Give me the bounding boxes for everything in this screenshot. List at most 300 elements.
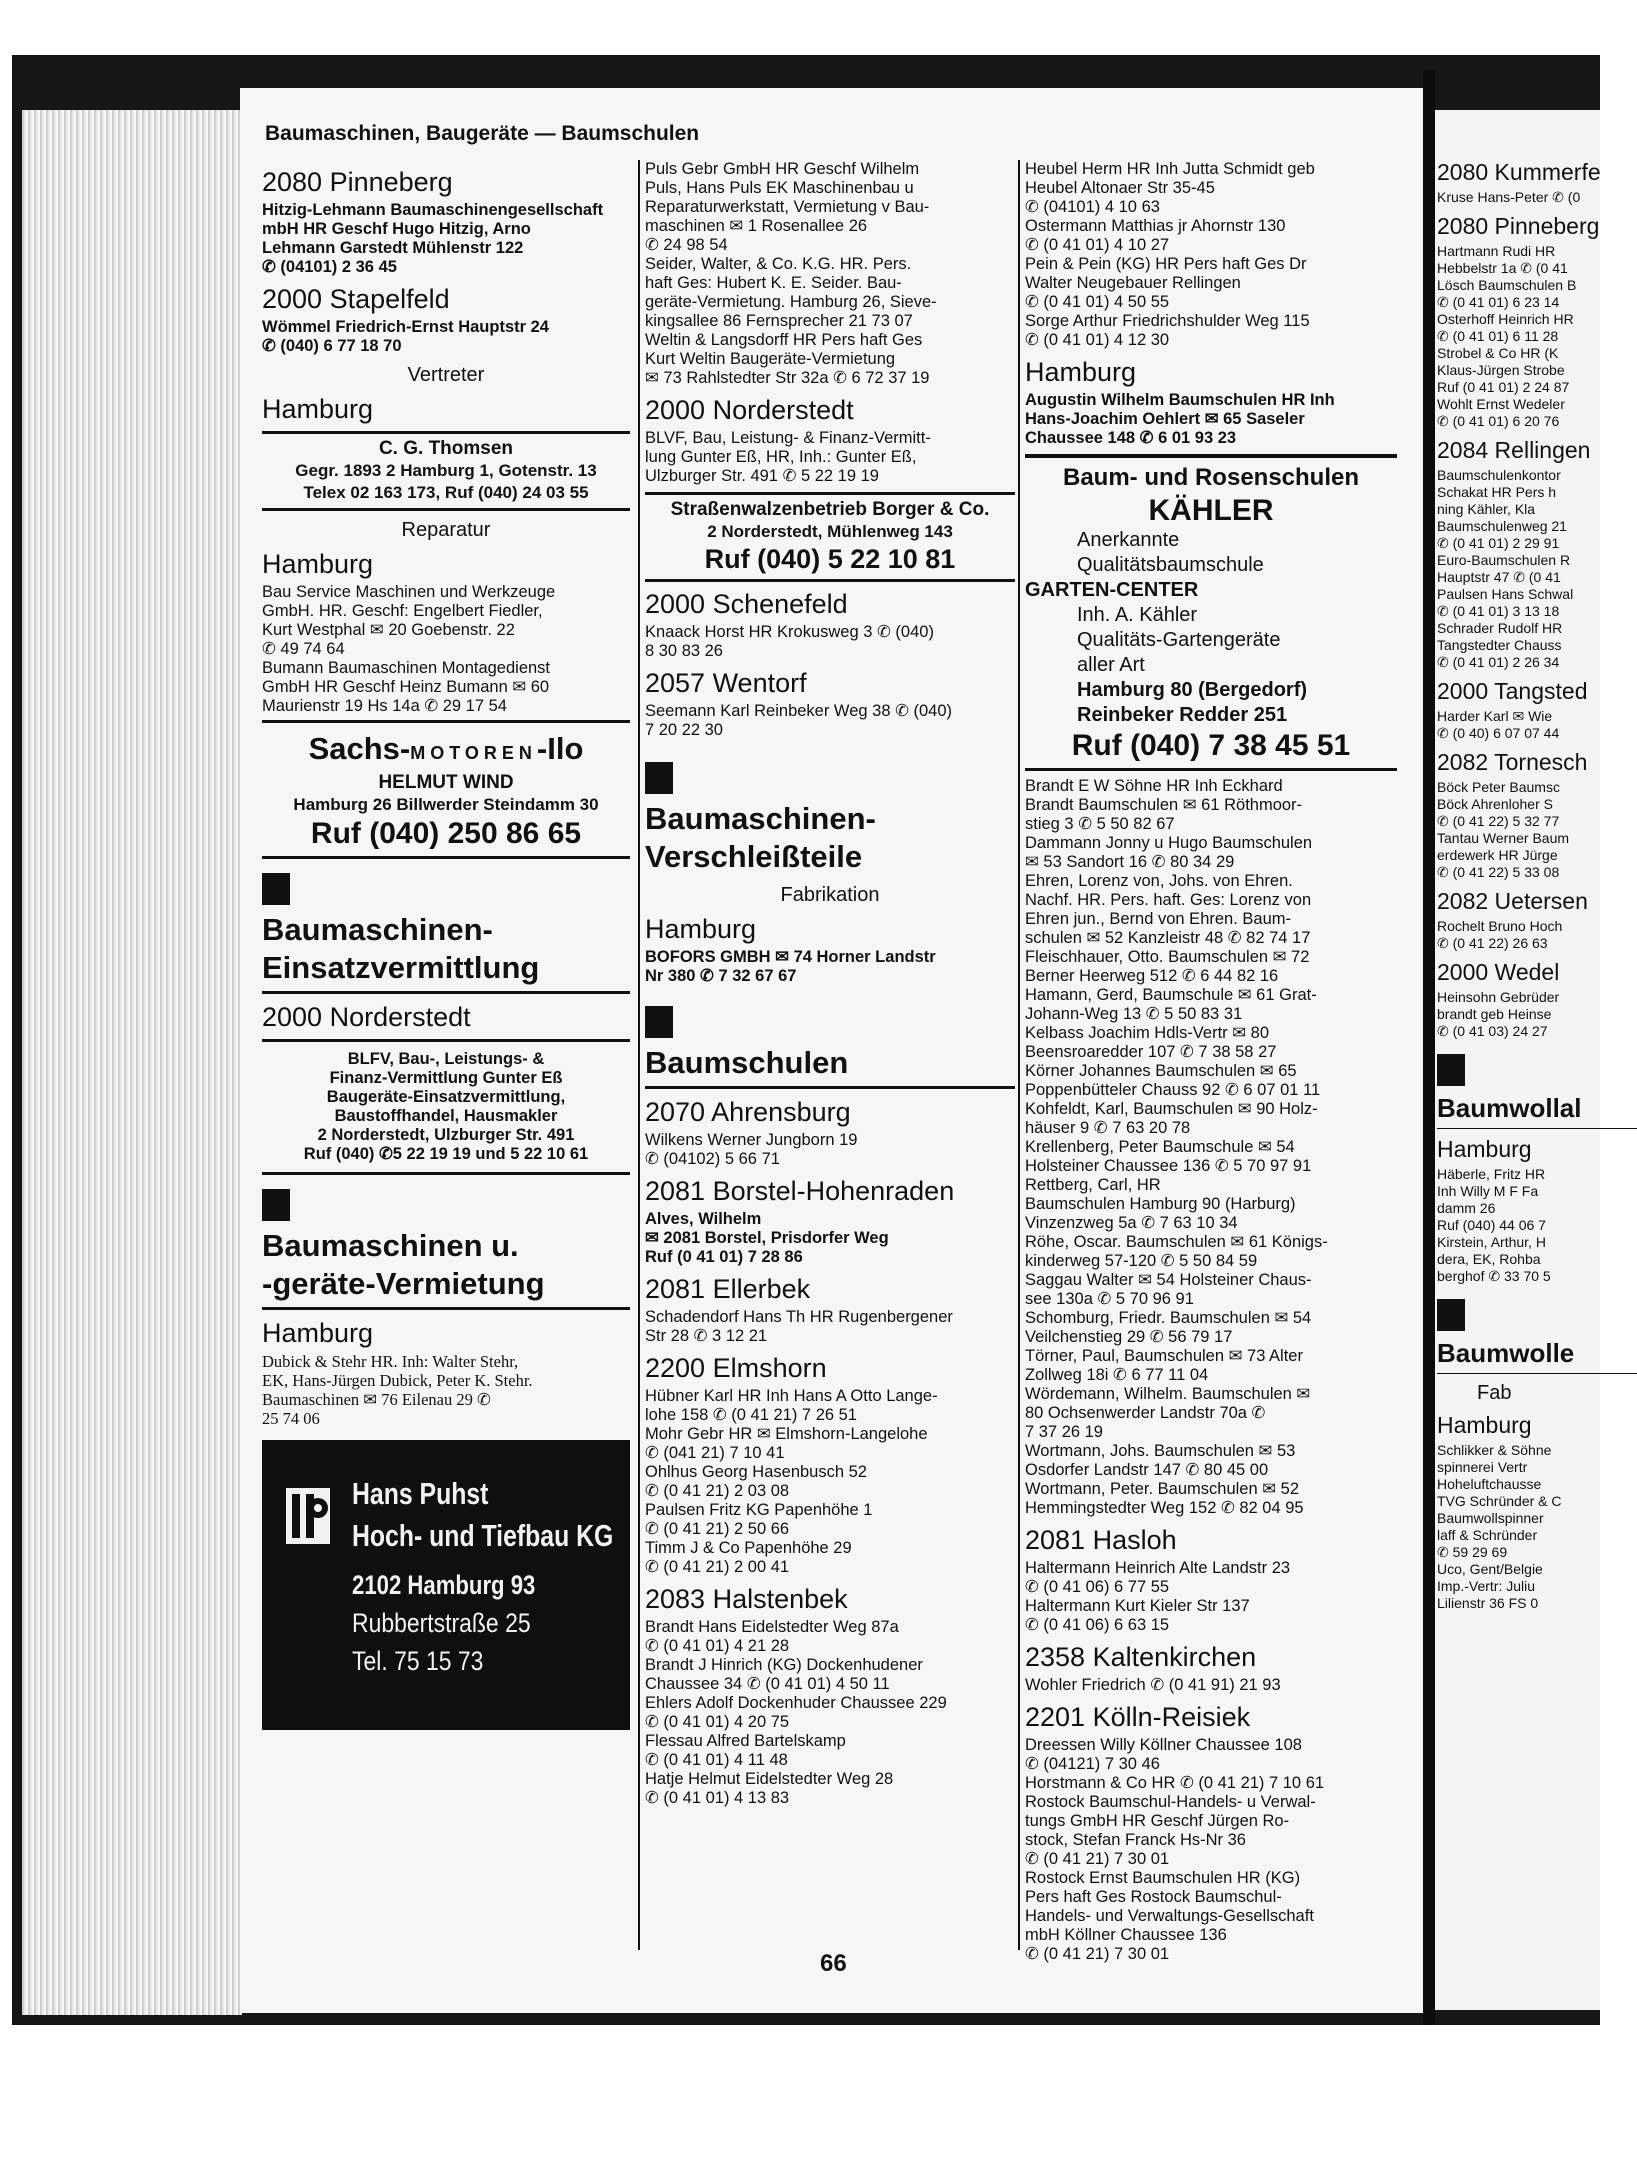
entry-line: Pers haft Ges Rostock Baumschul- [1025, 1888, 1282, 1906]
subsection-heading: Vertreter [407, 364, 485, 386]
entry-line: Augustin Wilhelm Baumschulen HR Inh [1025, 391, 1335, 409]
place-heading: 2000 Norderstedt [262, 1002, 471, 1032]
divider [645, 1086, 1015, 1089]
place-heading: 2358 Kaltenkirchen [1025, 1642, 1257, 1672]
place-heading: Hamburg [645, 914, 757, 944]
category-marker [1437, 1299, 1465, 1331]
entry-line: Ruf (0 41 01) 7 28 86 [645, 1248, 803, 1266]
entry [1437, 243, 1637, 430]
entry-line: Dreessen Willy Köllner Chaussee 108 [1025, 1736, 1302, 1754]
entry-line: ning Kähler, Kla [1437, 501, 1536, 517]
entry-line: laff & Schründer [1437, 1527, 1538, 1543]
entry-line: ✉ 73 Rahlstedter Str 32a ✆ 6 72 37 19 [645, 369, 930, 387]
ad-address: Hamburg 26 Billwerder Steindamm 30 [293, 795, 599, 814]
entry-line: Reparaturwerkstatt, Vermietung v Bau- [645, 198, 930, 216]
entry-line: Hartmann Rudi HR [1437, 243, 1556, 259]
entry-line: Puls Gebr GmbH HR Geschf Wilhelm [645, 160, 920, 178]
entry-line: schulen ✉ 52 Kanzleistr 48 ✆ 82 74 17 [1025, 929, 1311, 947]
entry-line: BLVF, Bau, Leistung- & Finanz-Vermitt- [645, 429, 931, 447]
entry-line: Körner Johannes Baumschulen ✉ 65 [1025, 1062, 1297, 1080]
entry-line: Schadendorf Hans Th HR Rugenbergener [645, 1308, 953, 1326]
entry-line: ✆ (04101) 2 36 45 [262, 258, 397, 276]
place-heading: 2083 Halstenbek [645, 1584, 848, 1614]
entry-line: Schrader Rudolf HR [1437, 620, 1563, 636]
entry-line: Hans-Joachim Oehlert ✉ 65 Saseler [1025, 410, 1305, 428]
entry-line: Brandt E W Söhne HR Inh Eckhard [1025, 777, 1283, 795]
entry-line: Ruf (040) ✆5 22 19 19 und 5 22 10 61 [303, 1145, 589, 1163]
entry-line: Paulsen Fritz KG Papenhöhe 1 [645, 1501, 873, 1519]
entry-line: Lösch Baumschulen B [1437, 277, 1577, 293]
entry-line: maschinen ✉ 1 Rosenallee 26 [645, 217, 868, 235]
entry-line: Bumann Baumaschinen Montagedienst [262, 659, 551, 677]
entry [1437, 779, 1637, 881]
entry-line: Baugeräte-Einsatzvermittlung, [326, 1088, 566, 1106]
kahler-line: aller Art [1077, 654, 1145, 676]
entry [645, 1210, 1015, 1267]
puhst-street: Rubbertstraße 25 [352, 1608, 531, 1638]
place-heading: 2000 Schenefeld [645, 589, 848, 619]
entry-line: Hatje Helmut Eidelstedter Weg 28 [645, 1770, 894, 1788]
category-line: Verschleißteile [645, 839, 863, 874]
category-heading [645, 800, 1015, 876]
place-heading: 2000 Stapelfeld [262, 284, 450, 314]
entry-line: ✆ (04121) 7 30 46 [1025, 1755, 1160, 1773]
place-heading: 2000 Norderstedt [645, 395, 854, 425]
ad-line: Gegr. 1893 2 Hamburg 1, Gotenstr. 13 [295, 461, 597, 480]
entry-line: Ruf (040) 44 06 7 [1437, 1217, 1546, 1233]
entry-line: Walter Neugebauer Rellingen [1025, 274, 1241, 292]
entry-line: Tantau Werner Baum [1437, 830, 1570, 846]
puhst-logo-icon [286, 1488, 330, 1544]
entry-line: Ulzburger Str. 491 ✆ 5 22 19 19 [645, 467, 879, 485]
entry-line: mbH Köllner Chaussee 136 [1025, 1926, 1227, 1944]
place-heading: 2080 Pinneberg [1437, 213, 1600, 239]
entry-line: Brandt Hans Eidelstedter Weg 87a [645, 1618, 899, 1636]
entry-line: 80 Ochsenwerder Landstr 70a ✆ [1025, 1404, 1266, 1422]
place-heading: 2080 Kummerfe [1437, 159, 1601, 185]
entry-line: Knaack Horst HR Krokusweg 3 ✆ (040) [645, 623, 934, 641]
divider [262, 1307, 630, 1310]
divider [262, 991, 630, 994]
entry-line: ✆ (0 41 01) 4 10 27 [1025, 236, 1170, 254]
entry-line: Häberle, Fritz HR [1437, 1166, 1546, 1182]
entry-line: ✆ (0 41 06) 6 63 15 [1025, 1616, 1170, 1634]
place-heading: Hamburg [1025, 357, 1137, 387]
sachs-part: Sachs- [308, 731, 411, 766]
entry-line: ✆ (04102) 5 66 71 [645, 1150, 780, 1168]
entry-line: tungs GmbH HR Geschf Jürgen Ro- [1025, 1812, 1290, 1830]
entry-line: Bau Service Maschinen und Werkzeuge [262, 583, 556, 601]
place-heading: 2200 Elmshorn [645, 1353, 827, 1383]
column-2 [645, 160, 1015, 1940]
entry-line: ✆ (0 41 01) 4 11 48 [645, 1751, 788, 1769]
category-marker [262, 1189, 290, 1221]
entry-line: Baumwollspinner [1437, 1510, 1544, 1526]
entry-line: Klaus-Jürgen Strobe [1437, 362, 1565, 378]
facing-page-column [1437, 152, 1637, 1952]
kahler-line: Qualitäts-Gartengeräte [1077, 629, 1281, 651]
ad-line [262, 1050, 630, 1164]
entry-line: Baumaschinen ✉ 76 Eilenau 29 ✆ [262, 1390, 491, 1409]
entry-line: Krellenberg, Peter Baumschule ✉ 54 [1025, 1138, 1295, 1156]
entry-line: Baumschulen Hamburg 90 (Harburg) [1025, 1195, 1296, 1213]
place-heading: 2081 Ellerbek [645, 1274, 811, 1304]
entry-line: ✆ (0 41 22) 5 33 08 [1437, 864, 1560, 880]
entry-line: Röhe, Oscar. Baumschulen ✉ 61 Königs- [1025, 1233, 1328, 1251]
category-line: Baumaschinen- [262, 912, 493, 947]
entry-line: Paulsen Hans Schwal [1437, 586, 1574, 602]
entry-line: Rostock Ernst Baumschulen HR (KG) [1025, 1869, 1301, 1887]
kahler-address: Reinbeker Redder 251 [1077, 704, 1288, 726]
entry-line: lung Gunter Eß, HR, Inh.: Gunter Eß, [645, 448, 917, 466]
ad-phone: Ruf (040) 5 22 10 81 [704, 544, 956, 574]
entry [1025, 777, 1397, 1518]
entry-line: Wohler Friedrich ✆ (0 41 91) 21 93 [1025, 1676, 1281, 1694]
place-heading: 2082 Tornesch [1437, 749, 1588, 775]
entry-line: ✆ (04101) 4 10 63 [1025, 198, 1160, 216]
sachs-logo-text [262, 730, 630, 772]
entry [1025, 1736, 1397, 1964]
entry-line: Holsteiner Chaussee 136 ✆ 5 70 97 91 [1025, 1157, 1312, 1175]
entry-line: Mohr Gebr HR ✉ Elmshorn-Langelohe [645, 1425, 928, 1443]
borger-ad [645, 492, 1015, 582]
entry-line: Weltin & Langsdorff HR Pers haft Ges [645, 331, 923, 349]
entry-line: ✆ (0 41 22) 5 32 77 [1437, 813, 1560, 829]
entry [645, 429, 1015, 486]
subsection-heading: Fabrikation [780, 884, 880, 906]
entry-line: Hamann, Gerd, Baumschule ✉ 61 Grat- [1025, 986, 1317, 1004]
entry-line: Heinsohn Gebrüder [1437, 989, 1560, 1005]
entry-line: Uco, Gent/Belgie [1437, 1561, 1543, 1577]
entry [645, 948, 1015, 986]
entry-line: Dammann Jonny u Hugo Baumschulen [1025, 834, 1313, 852]
running-title: Baumaschinen, Baugeräte — Baumschulen [265, 122, 700, 145]
place-heading: 2082 Uetersen [1437, 888, 1588, 914]
entry-line: ✆ (0 41 01) 4 20 75 [645, 1713, 790, 1731]
puhst-phone: Tel. 75 15 73 [352, 1646, 484, 1676]
place-heading: 2081 Hasloh [1025, 1525, 1177, 1555]
entry-line: 2 Norderstedt, Ulzburger Str. 491 [317, 1126, 575, 1144]
ad-line: Telex 02 163 173, Ruf (040) 24 03 55 [303, 483, 589, 502]
entry-line: ✆ (0 41 21) 2 50 66 [645, 1520, 790, 1538]
entry-line: ✆ (0 41 21) 7 30 01 [1025, 1850, 1170, 1868]
entry-line: Haltermann Heinrich Alte Landstr 23 [1025, 1559, 1291, 1577]
entry-line: Chaussee 148 ✆ 6 01 93 23 [1025, 429, 1237, 447]
entry-line: 25 74 06 [262, 1409, 320, 1428]
puhst-business: Hoch- und Tiefbau KG [352, 1518, 614, 1553]
entry-line: ✆ (0 41 01) 4 13 83 [645, 1789, 790, 1807]
entry-line: damm 26 [1437, 1200, 1496, 1216]
puhst-ad [262, 1440, 630, 1730]
entry-line: ✆ (0 41 21) 7 30 01 [1025, 1945, 1170, 1963]
entry-line: ✆ (0 41 01) 4 50 55 [1025, 293, 1170, 311]
entry-line: kingsallee 86 Fernsprecher 21 73 07 [645, 312, 913, 330]
entry [1437, 467, 1637, 671]
entry-line: Wilkens Werner Jungborn 19 [645, 1131, 858, 1149]
entry-line: ✆ (0 41 01) 2 29 91 [1437, 535, 1560, 551]
entry-line: Chaussee 34 ✆ (0 41 01) 4 50 11 [645, 1675, 890, 1693]
entry-line: Poppenbütteler Chauss 92 ✆ 6 07 01 11 [1025, 1081, 1321, 1099]
entry-line: Hoheluftchausse [1437, 1476, 1542, 1492]
entry-line: Strobel & Co HR (K [1437, 345, 1559, 361]
entry-line: Tangstedter Chauss [1437, 637, 1562, 653]
entry [645, 623, 1015, 661]
thomsen-ad [262, 431, 630, 511]
entry-line: Haltermann Kurt Kieler Str 137 [1025, 1597, 1250, 1615]
entry-line: Ehren jun., Bernd von Ehren. Baum- [1025, 910, 1291, 928]
entry-line: Finanz-Vermittlung Gunter Eß [329, 1069, 563, 1087]
entry-line: stieg 3 ✆ 5 50 82 67 [1025, 815, 1175, 833]
entry-line: ✆ (0 41 03) 24 27 [1437, 1023, 1548, 1039]
entry-line: erdewerk HR Jürge [1437, 847, 1558, 863]
category-heading: Baumwollal [1437, 1093, 1582, 1123]
entry-line: ✆ 24 98 54 [645, 236, 728, 254]
place-heading: Hamburg [262, 1318, 374, 1348]
entry-line: Rochelt Bruno Hoch [1437, 918, 1563, 934]
category-heading: Baumwolle [1437, 1338, 1575, 1368]
entry-line: ✆ (0 41 21) 2 00 41 [645, 1558, 790, 1576]
place-heading: Hamburg [1437, 1412, 1532, 1438]
place-heading: Hamburg [262, 549, 374, 579]
puhst-name: Hans Puhst [352, 1476, 489, 1511]
entry-line: dera, EK, Rohba [1437, 1251, 1541, 1267]
entry-line: berghof ✆ 33 70 5 [1437, 1268, 1551, 1284]
entry-line: Kurt Westphal ✉ 20 Goebenstr. 22 [262, 621, 515, 639]
entry-line: Maurienstr 19 Hs 14a ✆ 29 17 54 [262, 697, 507, 715]
entry [1437, 918, 1637, 952]
entry-line: Ohlhus Georg Hasenbusch 52 [645, 1463, 867, 1481]
entry-line: Fleischhauer, Otto. Baumschulen ✉ 72 [1025, 948, 1310, 966]
divider [262, 720, 630, 723]
entry-line: BOFORS GMBH ✉ 74 Horner Landstr [645, 948, 936, 966]
entry-line: Böck Peter Baumsc [1437, 779, 1560, 795]
entry-line: häuser 9 ✆ 7 63 20 78 [1025, 1119, 1191, 1137]
kahler-phone: Ruf (040) 7 38 45 51 [1071, 729, 1351, 762]
kahler-address: Hamburg 80 (Bergedorf) [1077, 679, 1308, 701]
entry [645, 1308, 1015, 1346]
entry-line: Hübner Karl HR Inh Hans A Otto Lange- [645, 1387, 938, 1405]
book-spine [1423, 70, 1435, 2025]
entry-line: Schomburg, Friedr. Baumschulen ✉ 54 [1025, 1309, 1312, 1327]
entry-line: kinderweg 57-120 ✆ 5 50 84 59 [1025, 1252, 1258, 1270]
subsection-heading: Fab [1477, 1382, 1512, 1404]
book-page-edges [22, 110, 242, 2015]
entry-line: ✆ (040) 6 77 18 70 [262, 337, 402, 355]
entry [1437, 708, 1637, 742]
category-marker [262, 873, 290, 905]
entry-line: Lilienstr 36 FS 0 [1437, 1595, 1539, 1611]
entry-line: Flessau Alfred Bartelskamp [645, 1732, 846, 1750]
kahler-head: Baum- und Rosenschulen [1062, 464, 1360, 491]
entry-line: GmbH HR Geschf Heinz Bumann ✉ 60 [262, 678, 550, 696]
entry-line: Berner Heerweg 512 ✆ 6 44 82 16 [1025, 967, 1279, 985]
entry [645, 1618, 1015, 1808]
entry-line: geräte-Vermietung. Hamburg 26, Sieve- [645, 293, 937, 311]
entry-line: ✆ 49 74 64 [262, 640, 345, 658]
entry-line: Zollweg 18i ✆ 6 77 11 04 [1025, 1366, 1209, 1384]
entry [1025, 160, 1397, 350]
entry-line: Wohlt Ernst Wedeler [1437, 396, 1565, 412]
place-heading: 2000 Wedel [1437, 959, 1560, 985]
entry-line: ✆ (0 41 06) 6 77 55 [1025, 1578, 1170, 1596]
entry-line: Str 28 ✆ 3 12 21 [645, 1327, 768, 1345]
entry-line: Seemann Karl Reinbeker Weg 38 ✆ (040) [645, 702, 953, 720]
entry-line: 7 37 26 19 [1025, 1423, 1103, 1441]
entry-line: brandt geb Heinse [1437, 1006, 1552, 1022]
entry [1437, 189, 1637, 206]
divider [262, 856, 630, 859]
entry-line: Imp.-Vertr: Juliu [1437, 1578, 1536, 1594]
entry-line: Hebbelstr 1a ✆ (0 41 [1437, 260, 1568, 276]
entry-line: ✆ (0 41 01) 6 23 14 [1437, 294, 1560, 310]
entry-line: Wördemann, Wilhelm. Baumschulen ✉ [1025, 1385, 1311, 1403]
entry [1025, 1676, 1397, 1695]
entry-line: Timm J & Co Papenhöhe 29 [645, 1539, 852, 1557]
entry [262, 1352, 630, 1428]
entry-line: Lehmann Garstedt Mühlenstr 122 [262, 239, 524, 257]
place-heading: Hamburg [262, 394, 374, 424]
entry-line: Wömmel Friedrich-Ernst Hauptstr 24 [262, 318, 549, 336]
entry-line: Ruf (0 41 01) 2 24 87 [1437, 379, 1570, 395]
entry-line: Beensroaredder 107 ✆ 7 38 58 27 [1025, 1043, 1277, 1061]
category-heading [262, 911, 630, 987]
entry-line: Osterhoff Heinrich HR [1437, 311, 1574, 327]
puhst-city: 2102 Hamburg 93 [352, 1570, 536, 1600]
entry-line: Hitzig-Lehmann Baumaschinengesellschaft [262, 201, 604, 219]
entry-line: Baumschulenkontor [1437, 467, 1561, 483]
entry-line: Heubel Altonaer Str 35-45 [1025, 179, 1215, 197]
entry-line: Veilchenstieg 29 ✆ 56 79 17 [1025, 1328, 1233, 1346]
entry-line: ✉ 2081 Borstel, Prisdorfer Weg [645, 1229, 889, 1247]
entry-line: EK, Hans-Jürgen Dubick, Peter K. Stehr. [262, 1371, 533, 1390]
place-heading: Hamburg [1437, 1136, 1532, 1162]
place-heading: 2084 Rellingen [1437, 437, 1591, 463]
entry-line: spinnerei Vertr [1437, 1459, 1528, 1475]
entry-line: ✆ (0 41 21) 2 03 08 [645, 1482, 790, 1500]
place-heading: 2057 Wentorf [645, 668, 807, 698]
entry-line: Heubel Herm HR Inh Jutta Schmidt geb [1025, 160, 1315, 178]
entry-line: Sorge Arthur Friedrichshulder Weg 115 [1025, 312, 1310, 330]
entry-line: lohe 158 ✆ (0 41 21) 7 26 51 [645, 1406, 857, 1424]
entry-line: ✆ (0 41 01) 2 26 34 [1437, 654, 1560, 670]
entry-line: haft Ges: Hubert K. E. Seider. Bau- [645, 274, 902, 292]
ad-name: HELMUT WIND [378, 772, 514, 793]
column-rule [638, 160, 640, 1950]
entry [262, 318, 630, 356]
entry-line: stock, Stefan Franck Hs-Nr 36 [1025, 1831, 1246, 1849]
kahler-ad [1025, 454, 1397, 771]
entry-line: Ostermann Matthias jr Ahornstr 130 [1025, 217, 1286, 235]
category-heading [262, 1227, 630, 1303]
entry-line: ✆ (0 41 01) 6 11 28 [1437, 328, 1559, 344]
entry-line: Wortmann, Johs. Baumschulen ✉ 53 [1025, 1442, 1296, 1460]
entry-line: Horstmann & Co HR ✆ (0 41 21) 7 10 61 [1025, 1774, 1325, 1792]
page-number: 66 [820, 1950, 847, 1977]
kahler-line: Qualitätsbaumschule [1077, 554, 1264, 576]
entry-line: mbH HR Geschf Hugo Hitzig, Arno [262, 220, 531, 238]
column-rule [1018, 160, 1020, 1950]
entry-line: Johann-Weg 13 ✆ 5 50 83 31 [1025, 1005, 1243, 1023]
entry-line: Inh Willy M F Fa [1437, 1183, 1539, 1199]
entry [645, 160, 1015, 388]
category-marker [645, 762, 673, 794]
entry-line: Seider, Walter, & Co. K.G. HR. Pers. [645, 255, 912, 273]
category-line: Einsatzvermittlung [262, 950, 540, 985]
entry [1437, 989, 1637, 1040]
entry-line: ✆ (0 41 01) 4 12 30 [1025, 331, 1170, 349]
place-heading: 2000 Tangsted [1437, 678, 1588, 704]
sachs-part: -Ilo [536, 731, 584, 766]
ad-title: Straßenwalzenbetrieb Borger & Co. [670, 499, 990, 520]
entry-line: Kruse Hans-Peter ✆ (0 [1437, 189, 1581, 205]
divider [1437, 1373, 1637, 1374]
ad-phone: Ruf (040) 250 86 65 [310, 817, 582, 850]
entry-line: ✆ 59 29 69 [1437, 1544, 1508, 1560]
entry-line: Baustoffhandel, Hausmakler [334, 1107, 558, 1125]
entry-line: Brandt Baumschulen ✉ 61 Röthmoor- [1025, 796, 1303, 814]
kahler-line: Inh. A. Kähler [1077, 604, 1198, 626]
category-line: Baumaschinen u. [262, 1228, 519, 1263]
entry-line: Rostock Baumschul-Handels- u Verwal- [1025, 1793, 1316, 1811]
category-line: -geräte-Vermietung [262, 1266, 545, 1301]
kahler-line: Anerkannte [1077, 529, 1180, 551]
entry-line: ✆ (0 41 22) 26 63 [1437, 935, 1548, 951]
entry-line: Schlikker & Söhne [1437, 1442, 1552, 1458]
entry-line: Böck Ahrenloher S [1437, 796, 1553, 812]
entry-line: Pein & Pein (KG) HR Pers haft Ges Dr [1025, 255, 1307, 273]
entry-line: Nr 380 ✆ 7 32 67 67 [645, 967, 797, 985]
place-heading: 2080 Pinneberg [262, 167, 453, 197]
entry-line: Dubick & Stehr HR. Inh: Walter Stehr, [262, 1352, 519, 1371]
entry-line: Törner, Paul, Baumschulen ✉ 73 Alter [1025, 1347, 1303, 1365]
entry-line: GmbH. HR. Geschf: Engelbert Fiedler, [262, 602, 543, 620]
entry-line: ✆ (0 41 01) 6 20 76 [1437, 413, 1560, 429]
entry-line: Hauptstr 47 ✆ (0 41 [1437, 569, 1561, 585]
entry-line: ✉ 53 Sandort 16 ✆ 80 34 29 [1025, 853, 1235, 871]
column-3 [1025, 160, 1397, 1963]
entry-line: ✆ (0 40) 6 07 07 44 [1437, 725, 1560, 741]
category-line: Baumaschinen- [645, 801, 876, 836]
column-1 [262, 160, 630, 1935]
entry [262, 201, 630, 277]
entry-line: Schakat HR Pers h [1437, 484, 1557, 500]
blfv-ad [262, 1039, 630, 1175]
category-heading: Baumschulen [645, 1045, 849, 1080]
place-heading: 2081 Borstel-Hohenraden [645, 1176, 955, 1206]
entry-line: ✆ (0 41 01) 3 13 18 [1437, 603, 1560, 619]
divider [1437, 1128, 1637, 1129]
entry [1437, 1166, 1637, 1285]
entry-line: Saggau Walter ✉ 54 Holsteiner Chaus- [1025, 1271, 1312, 1289]
entry-line: Rettberg, Carl, HR [1025, 1176, 1161, 1194]
entry [1025, 391, 1397, 448]
entry [645, 1131, 1015, 1169]
entry-line: BLFV, Bau-, Leistungs- & [347, 1050, 545, 1068]
entry [645, 702, 1015, 740]
entry-line: Baumschulenweg 21 [1437, 518, 1567, 534]
entry-line: Harder Karl ✉ Wie [1437, 708, 1553, 724]
entry-line: Puls, Hans Puls EK Maschinenbau u [645, 179, 914, 197]
entry-line: ✆ (0 41 01) 4 21 28 [645, 1637, 790, 1655]
entry-line: Handels- und Verwaltungs-Gesellschaft [1025, 1907, 1314, 1925]
entry-line: Ehren, Lorenz von, Johs. von Ehren. [1025, 872, 1293, 890]
sachs-part: MOTOREN [410, 743, 537, 763]
entry-line: TVG Schründer & C [1437, 1493, 1562, 1509]
entry-line: Kelbass Joachim Hdls-Vertr ✉ 80 [1025, 1024, 1270, 1042]
ad-title: C. G. Thomsen [378, 438, 514, 459]
entry-line: see 130a ✆ 5 70 96 91 [1025, 1290, 1194, 1308]
entry-line: Hemmingstedter Weg 152 ✆ 82 04 95 [1025, 1499, 1304, 1517]
